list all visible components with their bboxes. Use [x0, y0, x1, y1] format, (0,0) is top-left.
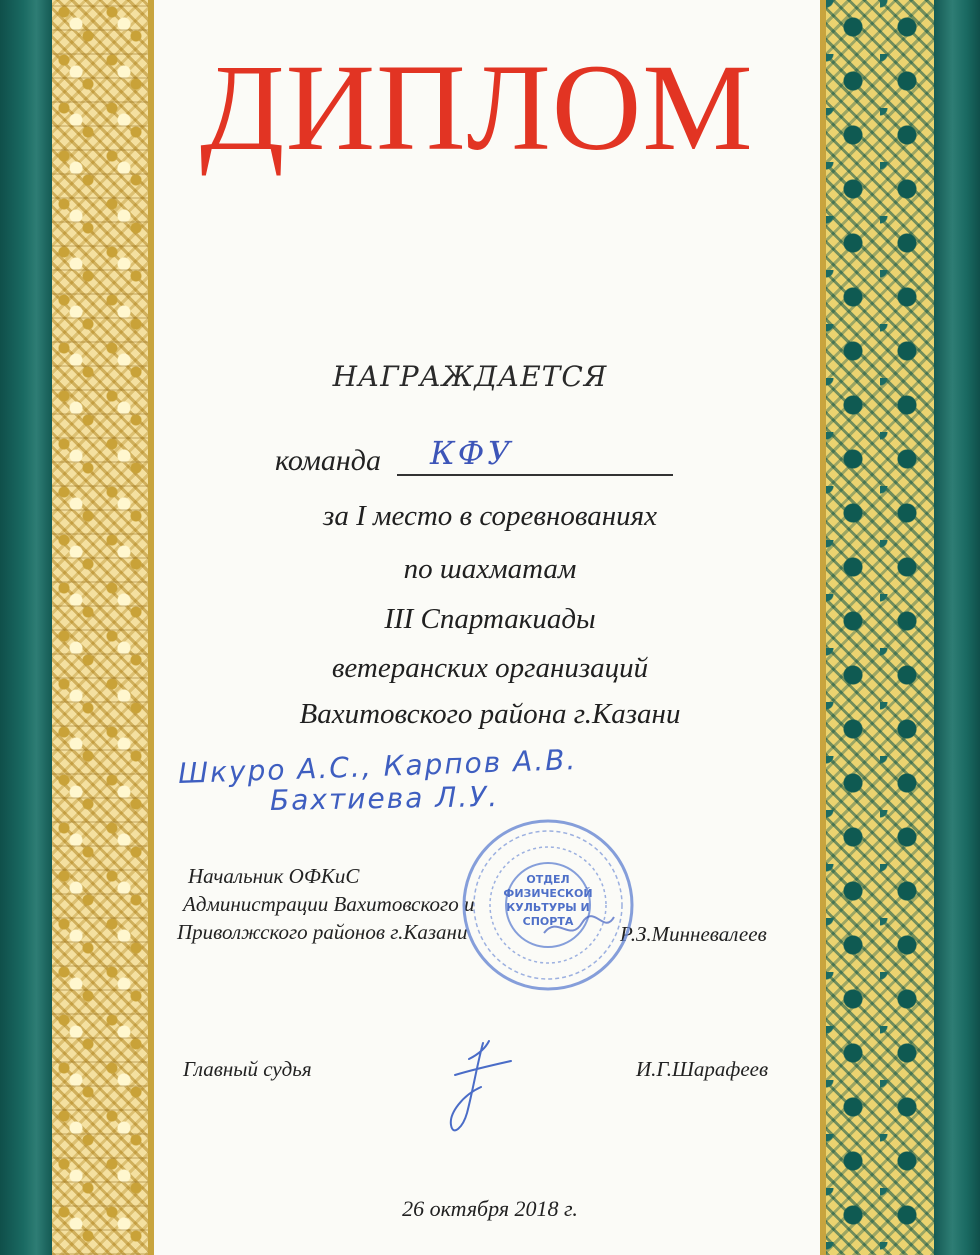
signatory2-name: И.Г.Шарафеев — [636, 1057, 769, 1081]
left-border-teal — [0, 0, 52, 1255]
team-row — [275, 434, 675, 480]
team-label: команда — [275, 444, 381, 477]
signatory1-title-3: Приволжского районов г.Казани — [177, 920, 468, 944]
award-line-2: по шахматам — [403, 553, 577, 585]
signatory1-name: Р.З.Минневалеев — [620, 922, 767, 946]
awarded-heading: НАГРАЖДАЕТСЯ — [332, 360, 608, 393]
issue-date: 26 октября 2018 г. — [402, 1196, 578, 1221]
handwritten-names-1: Шкуро А.С., Карпов А.В. — [177, 743, 578, 790]
stamp-text-1: ОТДЕЛ — [526, 873, 570, 886]
award-line-5: Вахитовского района г.Казани — [299, 698, 681, 730]
right-border-ornament — [826, 0, 934, 1255]
left-border-ornament — [52, 0, 148, 1255]
judge-signature-stroke — [451, 1041, 511, 1130]
award-line-4: ветеранских организаций — [331, 652, 649, 684]
team-underline — [397, 474, 673, 476]
signatory1-title-1: Начальник ОФКиС — [188, 864, 360, 888]
handwritten-names-2: Бахтиева Л.У. — [269, 780, 500, 817]
diploma-title: ДИПЛОМ — [200, 39, 754, 176]
award-line-1: за I место в соревнованиях — [323, 500, 657, 532]
award-line-3: III Спартакиады — [384, 603, 596, 635]
stamp-text-2: ФИЗИЧЕСКОЙ — [503, 887, 593, 900]
left-border-line — [148, 0, 154, 1255]
judge-signature — [425, 1035, 535, 1145]
team-name-handwritten: КФУ — [430, 434, 514, 472]
official-stamp — [458, 815, 638, 995]
stamp-text-4: СПОРТА — [522, 915, 574, 928]
right-border-teal — [934, 0, 980, 1255]
signatory2-role: Главный судья — [183, 1057, 312, 1081]
stamp-text-3: КУЛЬТУРЫ И — [506, 901, 590, 914]
signatory1-title-2: Администрации Вахитовского и — [183, 892, 475, 916]
